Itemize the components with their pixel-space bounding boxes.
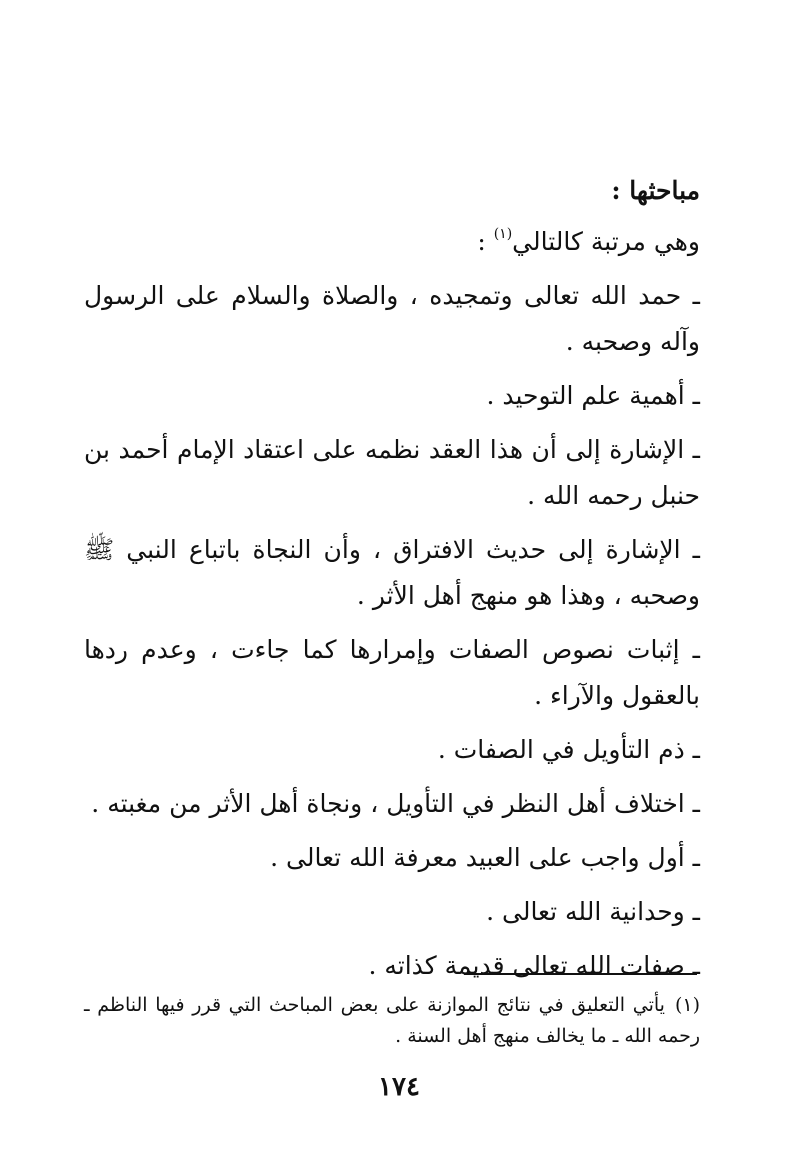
list-item: ـ حمد الله تعالى وتمجيده ، والصلاة والسلام على الرسول وآله وصحبه . <box>84 281 700 356</box>
footnote-divider <box>464 973 697 975</box>
list-item: ـ وحدانية الله تعالى . <box>486 897 700 926</box>
footnote-ref[interactable]: (١) <box>493 226 513 242</box>
list-item: ـ صفات الله تعالى قديمة كذاته . <box>368 951 700 980</box>
list-item: ـ الإشارة إلى حديث الافتراق ، وأن النجاة باتباع النبي ﷺ وصحبه ، وهذا هو منهج أهل الأثر . <box>84 535 700 610</box>
footnote-number: (١) <box>674 994 700 1016</box>
section-heading: مباحثها : <box>611 176 700 205</box>
list-item: ـ إثبات نصوص الصفات وإمرارها كما جاءت ، وعدم ردها بالعقول والآراء . <box>84 635 700 710</box>
list-item: ـ اختلاف أهل النظر في التأويل ، ونجاة أهل الأثر من مغبته . <box>91 789 700 818</box>
page-number: ١٧٤ <box>378 1072 420 1102</box>
list-item: ـ أول واجب على العبيد معرفة الله تعالى . <box>270 843 700 872</box>
list-item: ـ ذم التأويل في الصفات . <box>437 735 700 764</box>
intro-suffix: : <box>477 227 494 256</box>
main-text <box>84 168 700 997</box>
list-item: ـ الإشارة إلى أن هذا العقد نظمه على اعتقاد الإمام أحمد بن حنبل رحمه الله . <box>84 435 700 510</box>
intro-line <box>84 219 700 265</box>
footnote-text: يأتي التعليق في نتائج الموازنة على بعض المباحث التي قرر فيها الناظم ـ رحمه الله ـ ما يخالف منهج أهل السنة . <box>84 994 700 1047</box>
footnote <box>84 990 700 1052</box>
intro-text: وهي مرتبة كالتالي <box>512 227 700 256</box>
list-item: ـ أهمية علم التوحيد . <box>486 381 700 410</box>
